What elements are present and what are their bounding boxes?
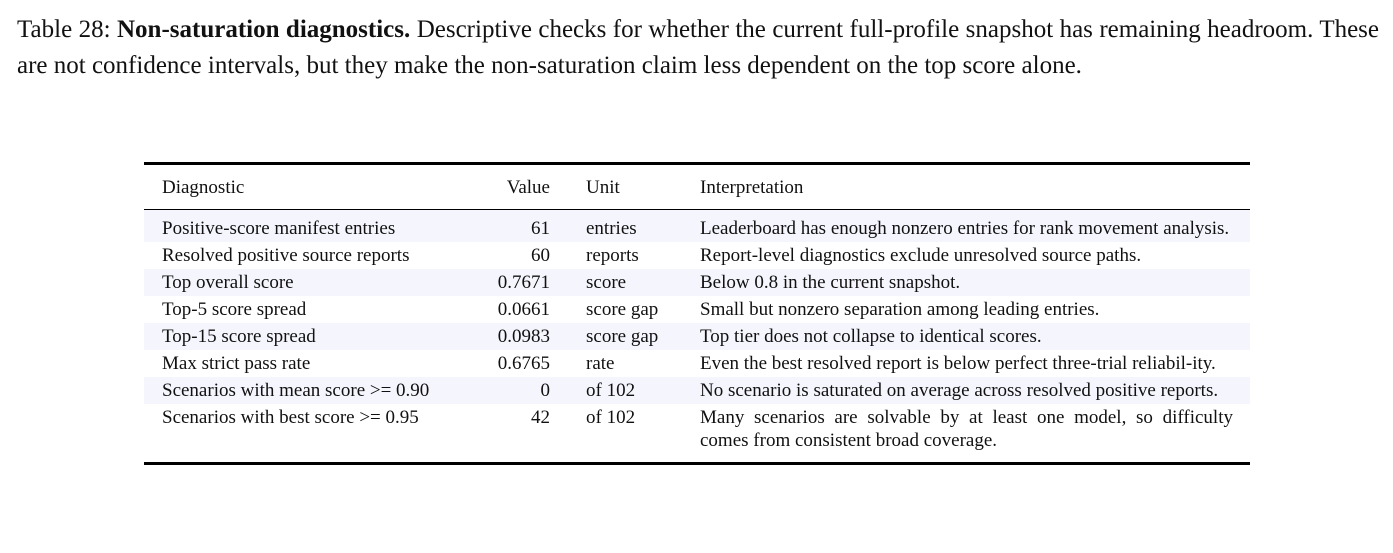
caption-label: Table 28:: [17, 16, 117, 43]
cell-diagnostic: Scenarios with mean score >= 0.90: [144, 377, 492, 404]
cell-diagnostic: Max strict pass rate: [162, 353, 311, 374]
table-row: [144, 350, 1250, 377]
table-header: [144, 164, 1250, 210]
table-body: [144, 210, 1250, 464]
table-row: [144, 296, 1250, 323]
cell-unit: score gap: [586, 299, 659, 320]
cell-unit: of 102: [550, 377, 700, 404]
cell-value: 0.6765: [497, 353, 550, 374]
cell-interpretation: Report-level diagnostics exclude unresolved source paths.: [700, 245, 1142, 266]
cell-value: 0.0983: [492, 323, 550, 350]
table-row: [144, 210, 1250, 243]
caption-title: Non-saturation diagnostics.: [116, 16, 411, 43]
cell-value: 0: [492, 377, 550, 404]
header-interpretation: Interpretation: [700, 177, 804, 198]
cell-interpretation: Many scenarios are solvable by at least one model, so difficulty comes from consistent broad coverage.: [700, 407, 1233, 451]
cell-unit: rate: [586, 353, 615, 374]
cell-interpretation: Top tier does not collapse to identical scores.: [700, 323, 1250, 350]
caption-text: Descriptive checks for whether the current full-profile snapshot has remaining headroom. These are not confidence intervals, but they make the non-saturation claim less dependent on the top score alone.: [17, 16, 1380, 79]
cell-diagnostic: Top overall score: [144, 269, 492, 296]
cell-value: 60: [531, 245, 550, 266]
cell-interpretation: No scenario is saturated on average across resolved positive reports.: [700, 377, 1250, 404]
diagnostics-table-container: [144, 162, 1250, 465]
header-value: Value: [506, 177, 550, 198]
header-diagnostic: Diagnostic: [162, 177, 245, 198]
cell-diagnostic: Scenarios with best score >= 0.95: [162, 407, 419, 428]
table-row: [144, 404, 1250, 464]
cell-diagnostic: Top-5 score spread: [162, 299, 307, 320]
table-caption: [17, 12, 1379, 84]
cell-interpretation: Even the best resolved report is below perfect three-trial reliabil-ity.: [700, 353, 1216, 374]
cell-unit: score: [550, 269, 700, 296]
cell-unit: reports: [586, 245, 639, 266]
cell-interpretation: Leaderboard has enough nonzero entries for rank movement analysis.: [700, 210, 1250, 243]
cell-unit: of 102: [586, 407, 636, 428]
diagnostics-table: [144, 162, 1250, 465]
table-row: [144, 269, 1250, 296]
table-row: [144, 377, 1250, 404]
cell-interpretation: Below 0.8 in the current snapshot.: [700, 269, 1250, 296]
table-row: [144, 323, 1250, 350]
cell-value: 61: [492, 210, 550, 243]
cell-diagnostic: Positive-score manifest entries: [144, 210, 492, 243]
header-unit: Unit: [586, 177, 620, 198]
cell-unit: score gap: [550, 323, 700, 350]
cell-value: 42: [531, 407, 550, 428]
cell-diagnostic: Resolved positive source reports: [162, 245, 410, 266]
cell-value: 0.0661: [497, 299, 550, 320]
cell-unit: entries: [550, 210, 700, 243]
cell-interpretation: Small but nonzero separation among leading entries.: [700, 299, 1100, 320]
header-row: [144, 164, 1250, 210]
table-row: [144, 242, 1250, 269]
cell-value: 0.7671: [492, 269, 550, 296]
cell-diagnostic: Top-15 score spread: [144, 323, 492, 350]
